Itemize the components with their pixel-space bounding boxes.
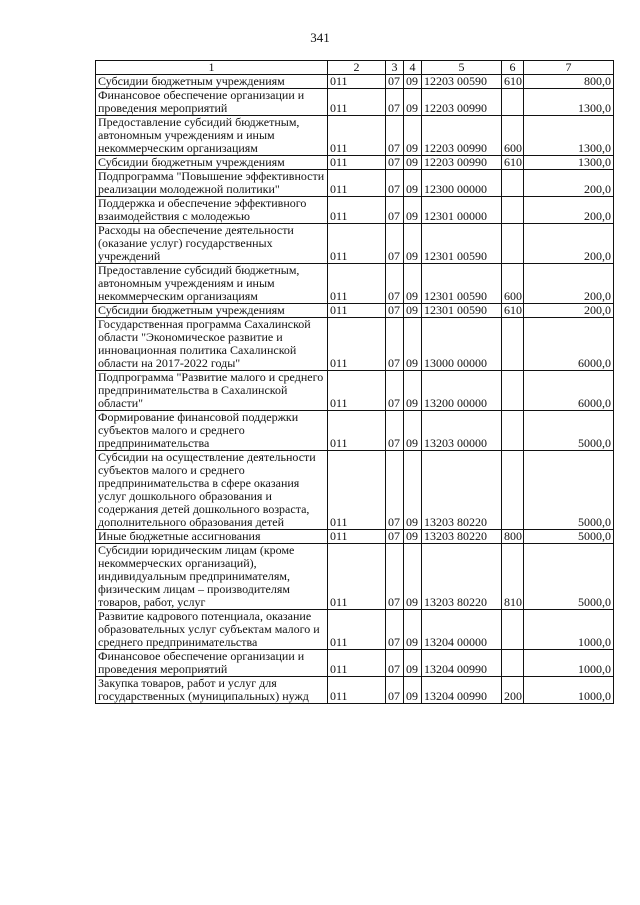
row-name-cell: Подпрограмма "Развитие малого и среднего предпринимательства в Сахалинской области" bbox=[96, 371, 328, 411]
row-name-cell: Финансовое обеспечение организации и проведения мероприятий bbox=[96, 89, 328, 116]
row-subsection-cell: 09 bbox=[404, 411, 422, 451]
row-section-cell: 07 bbox=[386, 544, 404, 610]
row-name-cell: Предоставление субсидий бюджетным, автономным учреждениям и иным некоммерческим организациям bbox=[96, 116, 328, 156]
row-section-cell: 07 bbox=[386, 116, 404, 156]
row-section-cell: 07 bbox=[386, 371, 404, 411]
row-target-code-cell: 12300 00000 bbox=[422, 170, 502, 197]
row-name-cell: Субсидии на осуществление деятельности субъектов малого и среднего предпринимательства в сфере оказания услуг дошкольного образования и содержания детей дошкольного возраста, дополнительного образования детей bbox=[96, 451, 328, 530]
row-section-cell: 07 bbox=[386, 89, 404, 116]
table-row bbox=[96, 318, 614, 371]
row-amount-cell: 6000,0 bbox=[524, 318, 614, 371]
row-target-code-cell: 13203 80220 bbox=[422, 544, 502, 610]
row-expense-type-cell: 200 bbox=[502, 677, 524, 704]
row-target-code-cell: 12301 00000 bbox=[422, 197, 502, 224]
row-name-cell: Субсидии бюджетным учреждениям bbox=[96, 156, 328, 170]
row-amount-cell: 1300,0 bbox=[524, 89, 614, 116]
row-target-code-cell: 13200 00000 bbox=[422, 371, 502, 411]
row-name-cell: Поддержка и обеспечение эффективного взаимодействия с молодежью bbox=[96, 197, 328, 224]
row-expense-type-cell: 610 bbox=[502, 75, 524, 89]
row-section-cell: 07 bbox=[386, 224, 404, 264]
row-name-cell: Предоставление субсидий бюджетным, автономным учреждениям и иным некоммерческим организациям bbox=[96, 264, 328, 304]
table-row bbox=[96, 197, 614, 224]
row-admin-code-cell: 011 bbox=[328, 650, 386, 677]
row-expense-type-cell: 800 bbox=[502, 530, 524, 544]
row-subsection-cell: 09 bbox=[404, 318, 422, 371]
row-target-code-cell: 13203 80220 bbox=[422, 530, 502, 544]
row-subsection-cell: 09 bbox=[404, 530, 422, 544]
column-header: 2 bbox=[328, 61, 386, 75]
table-row bbox=[96, 75, 614, 89]
row-subsection-cell: 09 bbox=[404, 170, 422, 197]
row-subsection-cell: 09 bbox=[404, 197, 422, 224]
row-name-cell: Субсидии юридическим лицам (кроме некоммерческих организаций), индивидуальным предпринимателям, физическим лицам – производителям товаров, работ, услуг bbox=[96, 544, 328, 610]
row-section-cell: 07 bbox=[386, 650, 404, 677]
table-row bbox=[96, 264, 614, 304]
row-target-code-cell: 12203 00990 bbox=[422, 116, 502, 156]
row-target-code-cell: 12301 00590 bbox=[422, 304, 502, 318]
row-subsection-cell: 09 bbox=[404, 650, 422, 677]
row-admin-code-cell: 011 bbox=[328, 89, 386, 116]
row-section-cell: 07 bbox=[386, 411, 404, 451]
row-name-cell: Подпрограмма "Повышение эффективности реализации молодежной политики" bbox=[96, 170, 328, 197]
row-subsection-cell: 09 bbox=[404, 89, 422, 116]
row-expense-type-cell: 610 bbox=[502, 304, 524, 318]
row-amount-cell: 5000,0 bbox=[524, 451, 614, 530]
row-target-code-cell: 12203 00990 bbox=[422, 89, 502, 116]
column-header: 3 bbox=[386, 61, 404, 75]
row-admin-code-cell: 011 bbox=[328, 170, 386, 197]
row-section-cell: 07 bbox=[386, 677, 404, 704]
row-amount-cell: 1300,0 bbox=[524, 116, 614, 156]
row-amount-cell: 6000,0 bbox=[524, 371, 614, 411]
column-header: 1 bbox=[96, 61, 328, 75]
row-amount-cell: 200,0 bbox=[524, 170, 614, 197]
row-target-code-cell: 13000 00000 bbox=[422, 318, 502, 371]
row-target-code-cell: 12203 00590 bbox=[422, 75, 502, 89]
row-amount-cell: 200,0 bbox=[524, 224, 614, 264]
row-admin-code-cell: 011 bbox=[328, 451, 386, 530]
row-admin-code-cell: 011 bbox=[328, 224, 386, 264]
row-admin-code-cell: 011 bbox=[328, 116, 386, 156]
row-target-code-cell: 13204 00990 bbox=[422, 650, 502, 677]
budget-table bbox=[95, 60, 614, 704]
row-name-cell: Субсидии бюджетным учреждениям bbox=[96, 75, 328, 89]
row-admin-code-cell: 011 bbox=[328, 318, 386, 371]
row-expense-type-cell bbox=[502, 170, 524, 197]
row-amount-cell: 5000,0 bbox=[524, 411, 614, 451]
row-name-cell: Формирование финансовой поддержки субъектов малого и среднего предпринимательства bbox=[96, 411, 328, 451]
column-header: 5 bbox=[422, 61, 502, 75]
table-body bbox=[96, 75, 614, 704]
row-amount-cell: 5000,0 bbox=[524, 530, 614, 544]
table-row bbox=[96, 544, 614, 610]
row-section-cell: 07 bbox=[386, 75, 404, 89]
row-expense-type-cell bbox=[502, 224, 524, 264]
row-admin-code-cell: 011 bbox=[328, 411, 386, 451]
row-section-cell: 07 bbox=[386, 530, 404, 544]
row-subsection-cell: 09 bbox=[404, 677, 422, 704]
table-row bbox=[96, 156, 614, 170]
row-subsection-cell: 09 bbox=[404, 116, 422, 156]
row-subsection-cell: 09 bbox=[404, 371, 422, 411]
row-target-code-cell: 13203 80220 bbox=[422, 451, 502, 530]
table-row bbox=[96, 530, 614, 544]
page-number: 341 bbox=[310, 30, 330, 45]
row-expense-type-cell bbox=[502, 371, 524, 411]
row-expense-type-cell bbox=[502, 197, 524, 224]
table-row bbox=[96, 677, 614, 704]
row-admin-code-cell: 011 bbox=[328, 530, 386, 544]
row-name-cell: Иные бюджетные ассигнования bbox=[96, 530, 328, 544]
row-name-cell: Финансовое обеспечение организации и проведения мероприятий bbox=[96, 650, 328, 677]
row-name-cell: Расходы на обеспечение деятельности (оказание услуг) государственных учреждений bbox=[96, 224, 328, 264]
row-amount-cell: 200,0 bbox=[524, 304, 614, 318]
row-target-code-cell: 12301 00590 bbox=[422, 224, 502, 264]
row-section-cell: 07 bbox=[386, 170, 404, 197]
row-admin-code-cell: 011 bbox=[328, 304, 386, 318]
table-row bbox=[96, 89, 614, 116]
row-subsection-cell: 09 bbox=[404, 304, 422, 318]
row-target-code-cell: 12301 00590 bbox=[422, 264, 502, 304]
row-name-cell: Субсидии бюджетным учреждениям bbox=[96, 304, 328, 318]
row-section-cell: 07 bbox=[386, 318, 404, 371]
row-expense-type-cell: 600 bbox=[502, 264, 524, 304]
row-expense-type-cell bbox=[502, 411, 524, 451]
row-admin-code-cell: 011 bbox=[328, 544, 386, 610]
row-subsection-cell: 09 bbox=[404, 156, 422, 170]
row-admin-code-cell: 011 bbox=[328, 264, 386, 304]
row-subsection-cell: 09 bbox=[404, 610, 422, 650]
table-row bbox=[96, 411, 614, 451]
row-amount-cell: 1000,0 bbox=[524, 610, 614, 650]
row-name-cell: Развитие кадрового потенциала, оказание образовательных услуг субъектам малого и среднего предпринимательства bbox=[96, 610, 328, 650]
row-target-code-cell: 13204 00000 bbox=[422, 610, 502, 650]
row-target-code-cell: 13204 00990 bbox=[422, 677, 502, 704]
row-section-cell: 07 bbox=[386, 610, 404, 650]
row-admin-code-cell: 011 bbox=[328, 677, 386, 704]
row-subsection-cell: 09 bbox=[404, 544, 422, 610]
table-row bbox=[96, 451, 614, 530]
row-expense-type-cell: 810 bbox=[502, 544, 524, 610]
row-amount-cell: 5000,0 bbox=[524, 544, 614, 610]
row-amount-cell: 800,0 bbox=[524, 75, 614, 89]
row-expense-type-cell bbox=[502, 318, 524, 371]
row-section-cell: 07 bbox=[386, 304, 404, 318]
row-admin-code-cell: 011 bbox=[328, 371, 386, 411]
row-subsection-cell: 09 bbox=[404, 224, 422, 264]
row-expense-type-cell bbox=[502, 451, 524, 530]
table-row bbox=[96, 116, 614, 156]
column-header: 7 bbox=[524, 61, 614, 75]
row-expense-type-cell: 600 bbox=[502, 116, 524, 156]
row-amount-cell: 1000,0 bbox=[524, 650, 614, 677]
row-admin-code-cell: 011 bbox=[328, 610, 386, 650]
row-expense-type-cell: 610 bbox=[502, 156, 524, 170]
table-header-row bbox=[96, 61, 614, 75]
table-row bbox=[96, 304, 614, 318]
row-expense-type-cell bbox=[502, 89, 524, 116]
row-expense-type-cell bbox=[502, 650, 524, 677]
row-name-cell: Закупка товаров, работ и услуг для государственных (муниципальных) нужд bbox=[96, 677, 328, 704]
row-section-cell: 07 bbox=[386, 264, 404, 304]
table-row bbox=[96, 371, 614, 411]
column-header: 4 bbox=[404, 61, 422, 75]
row-amount-cell: 1300,0 bbox=[524, 156, 614, 170]
row-subsection-cell: 09 bbox=[404, 264, 422, 304]
table-row bbox=[96, 170, 614, 197]
row-amount-cell: 1000,0 bbox=[524, 677, 614, 704]
row-target-code-cell: 13203 00000 bbox=[422, 411, 502, 451]
row-amount-cell: 200,0 bbox=[524, 197, 614, 224]
row-admin-code-cell: 011 bbox=[328, 197, 386, 224]
table-row bbox=[96, 610, 614, 650]
row-subsection-cell: 09 bbox=[404, 75, 422, 89]
row-admin-code-cell: 011 bbox=[328, 156, 386, 170]
row-amount-cell: 200,0 bbox=[524, 264, 614, 304]
row-expense-type-cell bbox=[502, 610, 524, 650]
row-name-cell: Государственная программа Сахалинской области "Экономическое развитие и инновационная политика Сахалинской области на 2017-2022 годы" bbox=[96, 318, 328, 371]
row-section-cell: 07 bbox=[386, 451, 404, 530]
row-admin-code-cell: 011 bbox=[328, 75, 386, 89]
row-section-cell: 07 bbox=[386, 197, 404, 224]
table-row bbox=[96, 650, 614, 677]
table-row bbox=[96, 224, 614, 264]
row-section-cell: 07 bbox=[386, 156, 404, 170]
row-subsection-cell: 09 bbox=[404, 451, 422, 530]
row-target-code-cell: 12203 00990 bbox=[422, 156, 502, 170]
column-header: 6 bbox=[502, 61, 524, 75]
